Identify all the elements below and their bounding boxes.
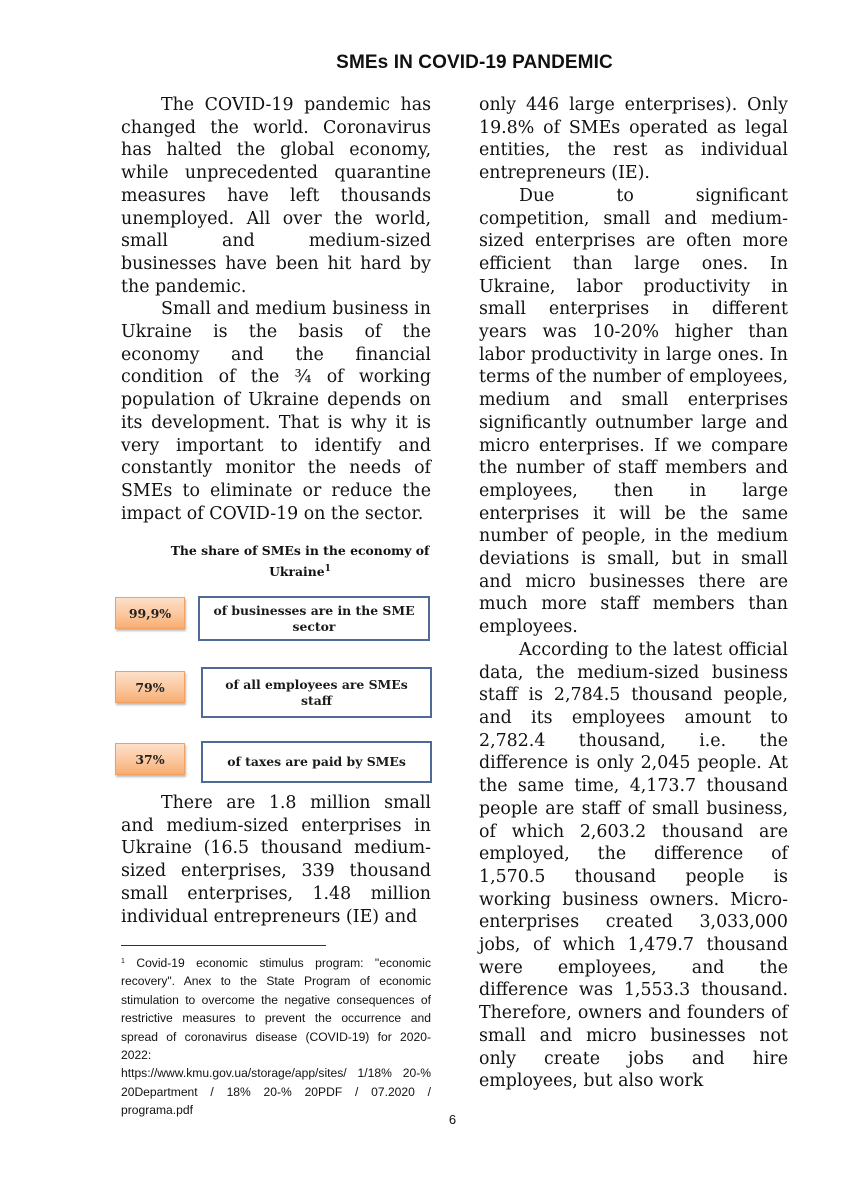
right-column [479,94,788,1093]
paragraph-intro: The COVID-19 pandemic has changed the world. Coronavirus has halted the global economy, while unprecedented quarantine measures have left thousands unemployed. All over the world, small and medium-sized businesses have been hit hard by the pandemic. [121,95,431,297]
infographic-title [165,542,435,581]
paragraph-competition: Due to significant competition, small and medium-sized enterprises are often more efficient than large ones. In Ukraine, labor productivity in small enterprises in different years was 10-20% higher than labor productivity in large ones. In terms of the number of employees, medium and small enterprises significantly outnumber large and micro enterprises. If we compare the number of staff members and employees, then in large enterprises it will be the same number of people, in the medium deviations is small, but in small and micro businesses there are much more staff members than employees. [479,185,788,638]
stat-value-taxes: 37% [115,743,185,775]
paragraph-large-enterprises: only 446 large enterprises). Only 19.8% of SMEs operated as legal entities, the rest as individual entrepreneurs (IE). [479,95,788,184]
paragraph-official-data: According to the latest official data, the medium-sized business staff is 2,784.5 thousand people, and its employees amount to 2,782.4 thousand, i.e. the difference is only 2,045 people. At the same time, 4,173.7 thousand people are staff of small business, of which 2,603.2 thousand are employed, the difference of 1,570.5 thousand people is working business owners. Micro-enterprises created 3,033,000 jobs, of which 1,479.7 thousand were employees, and the difference was 1,553.3 thousand. Therefore, owners and founders of small and micro businesses not only create jobs and hire employees, but also work [479,639,788,1092]
sme-share-infographic [110,540,440,785]
footnote [121,953,431,1120]
page-number: 6 [448,1112,457,1127]
footnote-marker: 1 [121,958,125,965]
paragraph-sme-count: There are 1.8 million small and medium-sized enterprises in Ukraine (16.5 thousand medium-sized enterprises, 339 thousand small enterprises, 1.48 million individual entrepreneurs (IE) and [121,793,431,927]
stat-value-businesses: 99,9% [115,597,185,629]
stat-value-employees: 79% [115,671,185,703]
stat-description-employees: of all employees are SMEs staff [201,667,432,718]
page-title: SMEs IN COVID-19 PANDEMIC [336,52,613,73]
paragraph-sme-basis: Small and medium business in Ukraine is the basis of the economy and the financial condition of the ¾ of working population of Ukraine depends on its development. That is why it is very important to identify and constantly monitor the needs of SMEs to eliminate or reduce the impact of COVID-19 on the sector. [121,299,431,524]
left-column-continued [121,792,431,928]
stat-description-taxes: of taxes are paid by SMEs [201,741,432,783]
footnote-reference[interactable]: 1 [324,564,331,574]
footnote-url[interactable]: https://www.kmu.gov.ua/storage/app/sites/ 1/18% 20-% 20Department / 18% 20-% 20PDF / 07.2020 / programa.pdf [121,1066,431,1118]
footnote-separator [121,945,326,946]
stat-description-businesses: of businesses are in the SME sector [198,596,430,641]
left-column [121,94,431,525]
footnote-text: Covid-19 economic stimulus program: "economic recovery". Anex to the State Program of economic stimulation to overcome the negative consequences of restrictive measures to prevent the occurrence and spread of coronavirus disease (COVID-19) for 2020-2022: [121,956,431,1063]
infographic-title-text: The share of SMEs in the economy of Ukraine [170,543,430,580]
